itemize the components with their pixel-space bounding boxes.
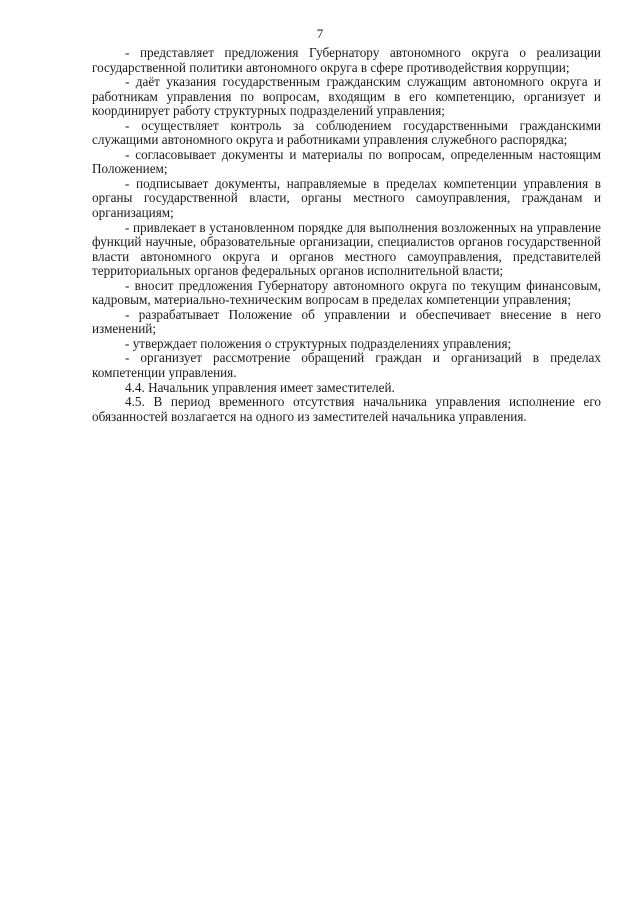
paragraph-signs-documents: - подписывает документы, направляемые в пределах компетенции управления в органы государственной власти, органы местного самоуправления, гражданам и организациям;: [92, 175, 601, 221]
paragraph-submits-proposals: - вносит предложения Губернатору автономного округа по текущим финансовым, кадровым, материально-техническим вопросам в пределах компетенции управления;: [92, 277, 601, 308]
paragraph-involves-organizations: - привлекает в установленном порядке для выполнения возложенных на управление функций научные, образовательные организации, специалистов органов государственной власти автономного округа и органов местного самоуправления, представителей территориальных органов федеральных органов исполнительной власти;: [92, 219, 601, 279]
paragraph-gives-instructions: - даёт указания государственным гражданским служащим автономного округа и работникам управления по вопросам, входящим в его компетенцию, организует и координирует работу структурных подразделений управления;: [92, 74, 601, 119]
paragraph-organizes-appeals: - организует рассмотрение обращений граждан и организаций в пределах компетенции управления.: [92, 350, 601, 381]
paragraph-section-4-4: 4.4. Начальник управления имеет заместителей.: [125, 379, 395, 395]
paragraph-approves-provisions: - утверждает положения о структурных подразделениях управления;: [125, 335, 512, 351]
document-body: [92, 46, 601, 424]
paragraph-approves-documents: - согласовывает документы и материалы по вопросам, определенным настоящим Положением;: [92, 146, 601, 177]
paragraph-develops-regulation: - разрабатывает Положение об управлении и обеспечивает внесение в него изменений;: [92, 306, 601, 337]
paragraph-proposals-anticorruption: - представляет предложения Губернатору автономного округа о реализации государственной политики автономного округа в сфере противодействия коррупции;: [92, 45, 601, 75]
paragraph-controls-schedule: - осуществляет контроль за соблюдением государственными гражданскими служащими автономного округа и работниками управления служебного распорядка;: [92, 117, 601, 148]
page-number: 7: [316, 26, 324, 41]
paragraph-section-4-5: 4.5. В период временного отсутствия начальника управления исполнение его обязанностей возлагается на одного из заместителей начальника управления.: [92, 394, 601, 424]
